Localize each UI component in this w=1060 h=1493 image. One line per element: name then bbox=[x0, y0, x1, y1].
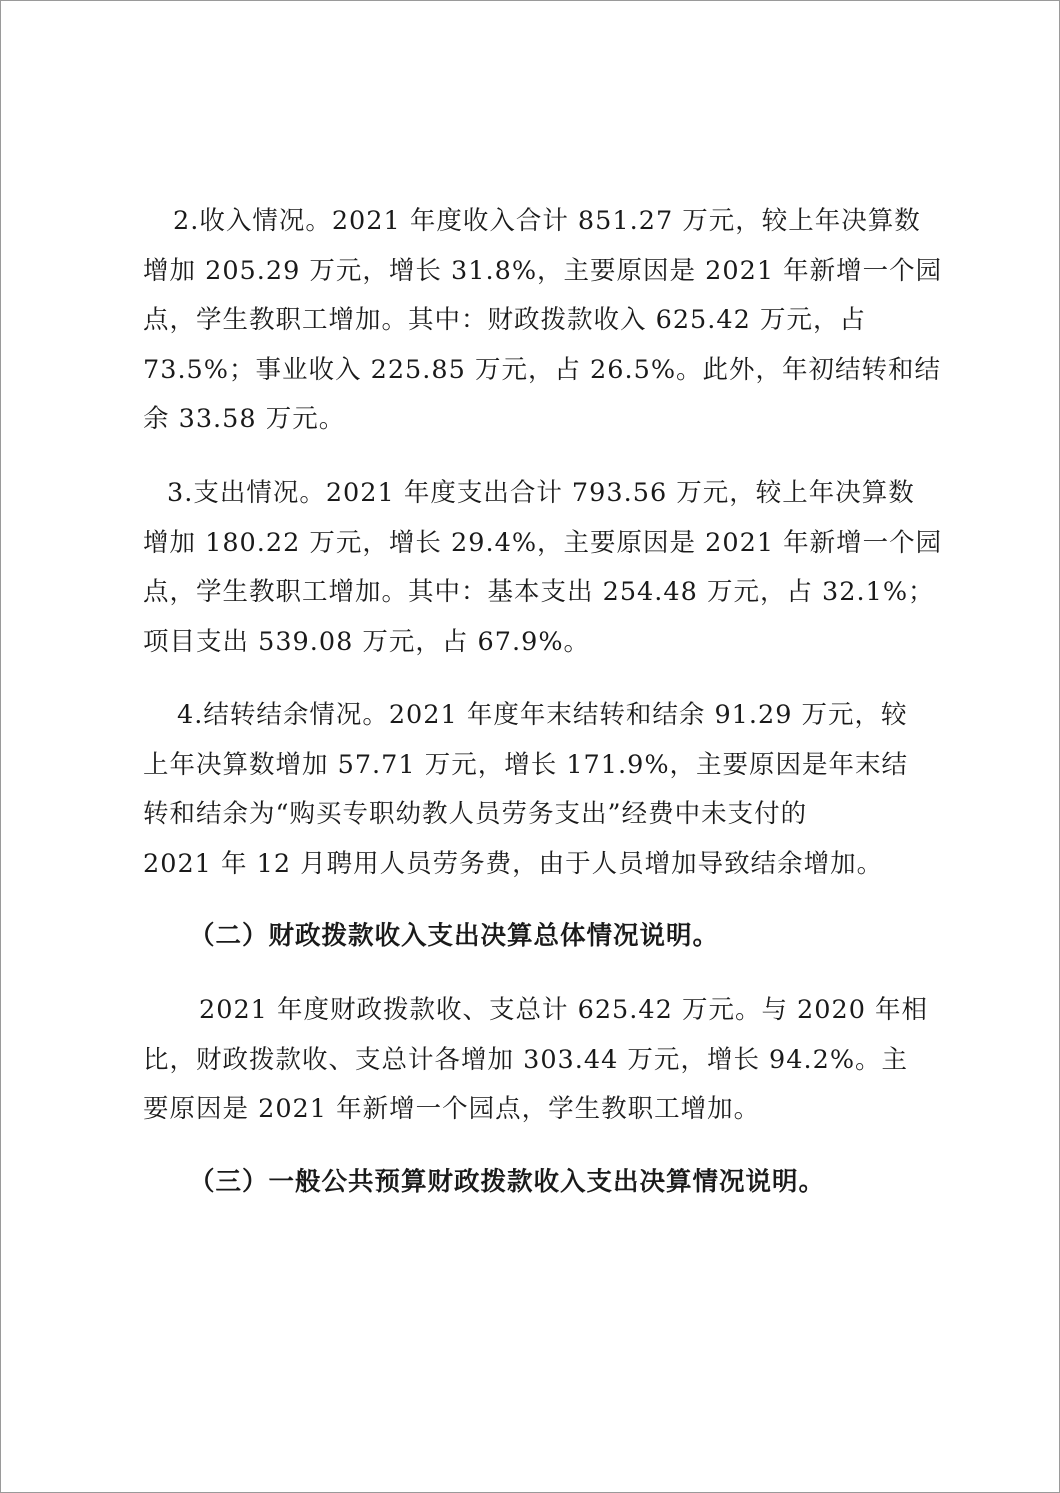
text-line: 上年决算数增加 57.71 万元，增长 171.9%，主要原因是年末结 bbox=[143, 749, 909, 780]
text-line: 项目支出 539.08 万元，占 67.9%。 bbox=[143, 626, 591, 657]
text-line: 2021 年 12 月聘用人员劳务费，由于人员增加导致结余增加。 bbox=[143, 848, 884, 879]
text-line: 3.支出情况。2021 年度支出合计 793.56 万元，较上年决算数 bbox=[167, 478, 915, 508]
section-heading-general-budget: （三）一般公共预算财政拨款收入支出决算情况说明。 bbox=[189, 1167, 826, 1197]
text-line: 增加 180.22 万元，增长 29.4%，主要原因是 2021 年新增一个园 bbox=[143, 527, 943, 558]
text-line: 73.5%；事业收入 225.85 万元，占 26.5%。此外，年初结转和结 bbox=[143, 354, 942, 385]
text-line: 增加 205.29 万元，增长 31.8%，主要原因是 2021 年新增一个园 bbox=[143, 255, 943, 286]
paragraph-fiscal-total bbox=[143, 986, 943, 1135]
text-line: 2.收入情况。2021 年度收入合计 851.27 万元，较上年决算数 bbox=[173, 206, 921, 236]
text-line: 点，学生教职工增加。其中：基本支出 254.48 万元，占 32.1%； bbox=[143, 577, 935, 607]
text-line: 要原因是 2021 年新增一个园点，学生教职工增加。 bbox=[143, 1094, 761, 1124]
paragraph-balance bbox=[143, 691, 943, 889]
section-heading-fiscal-overview: （二）财政拨款收入支出决算总体情况说明。 bbox=[189, 921, 720, 951]
text-line: 转和结余为“购买专职幼教人员劳务支出”经费中未支付的 bbox=[143, 799, 808, 829]
text-line: 余 33.58 万元。 bbox=[143, 404, 346, 434]
paragraph-expense bbox=[143, 469, 943, 667]
paragraph-income bbox=[143, 197, 943, 445]
text-line: 点，学生教职工增加。其中：财政拨款收入 625.42 万元，占 bbox=[143, 305, 866, 335]
text-line: 2021 年度财政拨款收、支总计 625.42 万元。与 2020 年相 bbox=[199, 995, 929, 1025]
text-line: 4.结转结余情况。2021 年度年末结转和结余 91.29 万元，较 bbox=[177, 700, 908, 730]
text-line: 比，财政拨款收、支总计各增加 303.44 万元，增长 94.2%。主 bbox=[143, 1044, 909, 1075]
